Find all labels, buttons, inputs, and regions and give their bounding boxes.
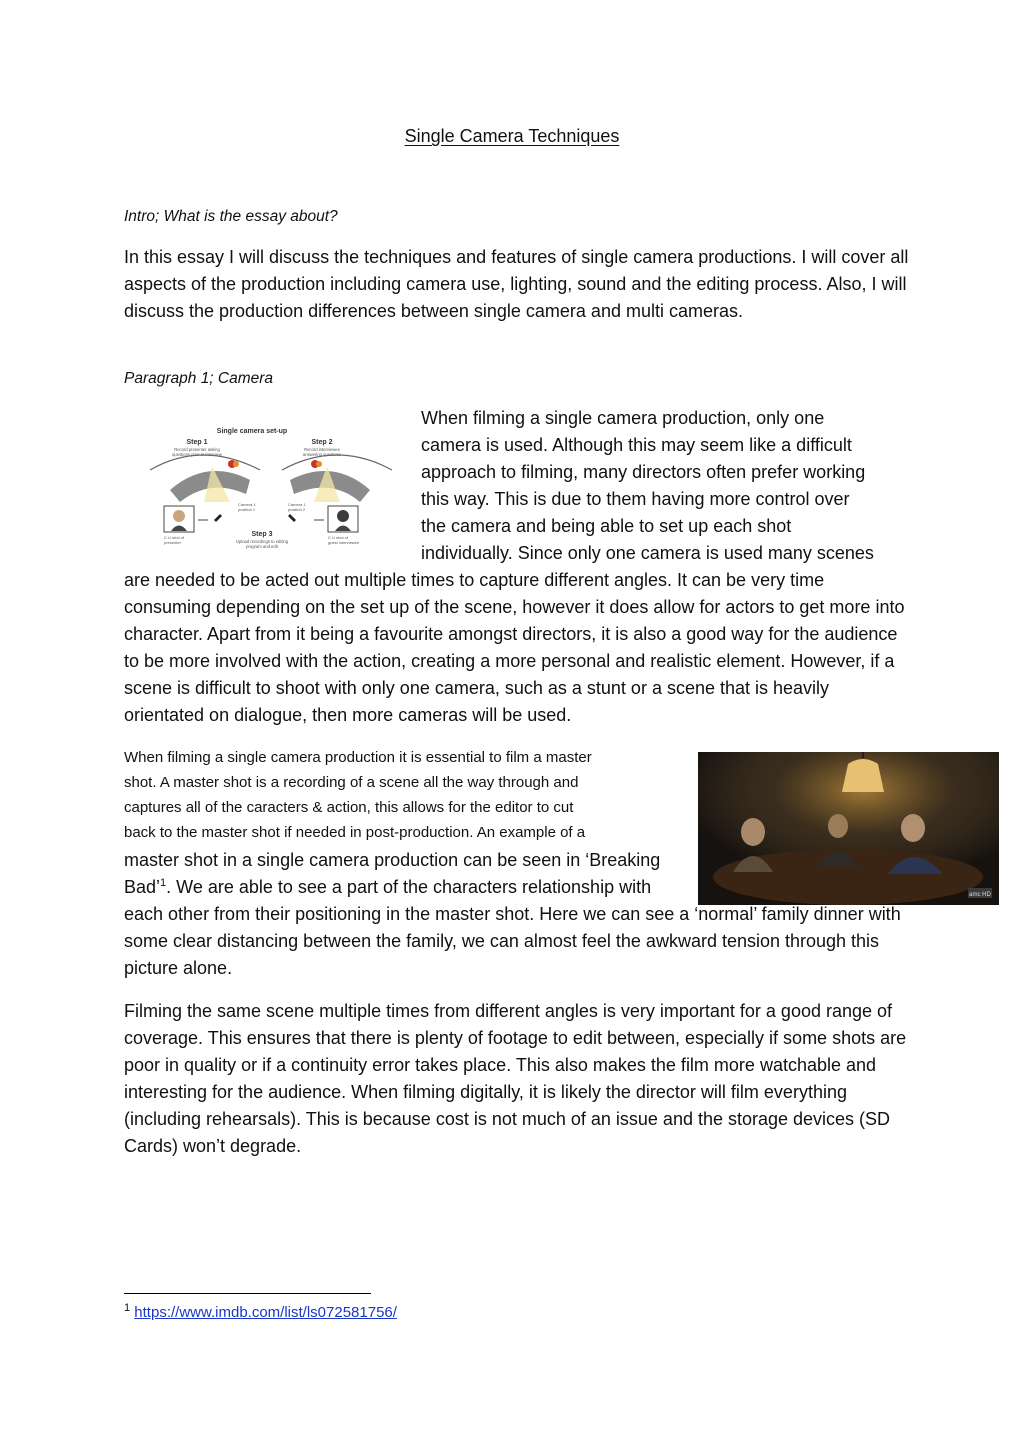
monitor-left-label-1: C.U shot of [164, 535, 185, 540]
lamp-shade-icon [842, 759, 884, 792]
paragraph2-large-line-2 [124, 874, 694, 901]
breaking-bad-dinner-photo [698, 752, 999, 905]
diagram-interviewee-accent-icon [316, 461, 322, 467]
footnote-number: 1 [124, 1302, 131, 1314]
monitor-left-label-2: presenter [164, 540, 181, 545]
paragraph1-heading: Paragraph 1; Camera [124, 370, 274, 387]
intro-paragraph: In this essay I will discuss the techniques and features of single camera productions. I will cover all aspects of the production including camera use, lighting, sound and the editing process. Also, I will discuss the production differences between single camera and multi cameras. [124, 247, 909, 321]
camera-left-label-2: position 1 [238, 507, 256, 512]
diagram-title: Single camera set-up [216, 428, 288, 435]
single-camera-setup-diagram [142, 418, 400, 558]
monitor-right-label-1: C.U shot of [328, 535, 349, 540]
paragraph1-rest: are needed to be acted out multiple times to capture different angles. It can be very time consuming depending on the set up of the scene, however it does allow for actors to get more into character. Apart from it being a favourite amongst directors, it is also a good way for the audience to be more involved with the action, creating a more personal and realistic element. However, if a scene is difficult to shoot with only one camera, such as a stunt or a scene that is heavily orientated on dialogue, then more cameras will be used. [124, 570, 905, 725]
intro-heading: Intro; What is the essay about? [124, 208, 338, 225]
page-title: Single Camera Techniques [404, 126, 620, 146]
person-right-icon [901, 814, 925, 842]
diagram-step2-desc-2: answering questions [302, 452, 342, 457]
camera-left-label-1: Camera 1 [238, 502, 256, 507]
footnote-separator [124, 1293, 371, 1294]
paragraph2-bad-text: Bad’ [124, 877, 161, 897]
diagram-step1: Step 1 [186, 439, 208, 446]
paragraph2-small-line-1: When filming a single camera production it is essential to film a master [124, 749, 592, 766]
diagram-arc-left [150, 455, 260, 470]
paragraph2-small-line-4: back to the master shot if needed in post-production. An example of a [124, 824, 586, 841]
paragraph1-line-6: individually. Since only one camera is used many scenes [421, 543, 874, 563]
person-left-icon [741, 818, 765, 846]
paragraph1-line-4: this way. This is due to them having more control over [421, 489, 850, 509]
diagram-step3-desc-2: program and edit [246, 544, 278, 549]
diagram-presenter-accent-icon [233, 461, 239, 467]
camera-right-label-2: position 2 [288, 507, 306, 512]
paragraph1-line-2: camera is used. Although this may seem like a difficult [421, 435, 852, 455]
diagram-step2: Step 2 [311, 439, 333, 446]
paragraph2-small-line-2: shot. A master shot is a recording of a scene all the way through and [124, 774, 579, 791]
paragraph1-line-3: approach to filming, many directors often prefer working [421, 462, 866, 482]
paragraph1-line-1: When filming a single camera production, only one [421, 408, 825, 428]
paragraph2-rest: each other from their positioning in the master shot. Here we can see a ‘normal’ family dinner with some clear distancing between the family, we can almost feel the awkward tension through this picture alone. [124, 904, 901, 978]
diagram-step1-desc-2: questions prior to interview [172, 452, 222, 457]
camera-right-label-1: Camera 1 [288, 502, 306, 507]
person-middle-icon [828, 814, 848, 838]
paragraph1-line-5: the camera and being able to set up each shot [421, 516, 792, 536]
paragraph3: Filming the same scene multiple times from different angles is very important for a good range of coverage. This ensures that there is plenty of footage to edit between, especially if some shots are poor in quality or if a continuity error takes place. This also makes the film more watchable and interesting for the audience. When filming digitally, it is likely the director will film everything (including rehearsals). This is because cost is not much of an issue and the storage devices (SD Cards) won’t degrade. [124, 1001, 907, 1156]
paragraph2-large-line-1: master shot in a single camera production can be seen in ‘Breaking [124, 850, 661, 870]
monitor-right-label-2: guest interviewee [328, 540, 360, 545]
diagram-step2-desc-1: Record interviewee [304, 447, 340, 452]
diagram-arc-right [282, 455, 392, 470]
diagram-step3-desc-1: Upload recordings to editing [235, 539, 289, 544]
diagram-step3: Step 3 [251, 531, 273, 538]
diagram-step1-desc-1: Record presenter asking [174, 447, 220, 452]
paragraph2-line-after-ref: . We are able to see a part of the characters relationship with [166, 877, 652, 897]
monitor-left-person-icon [173, 510, 185, 522]
footnote-link[interactable]: https://www.imdb.com/list/ls072581756/ [134, 1304, 397, 1321]
paragraph2-small-line-3: captures all of the caracters & action, this allows for the editor to cut [124, 799, 574, 816]
footnote [124, 1304, 397, 1321]
footnote-reference[interactable]: 1 [160, 877, 167, 889]
camera-right-icon [288, 514, 296, 522]
monitor-right-person-icon [337, 510, 349, 522]
photo-watermark: amc HD [969, 892, 991, 898]
camera-left-icon [214, 514, 222, 522]
